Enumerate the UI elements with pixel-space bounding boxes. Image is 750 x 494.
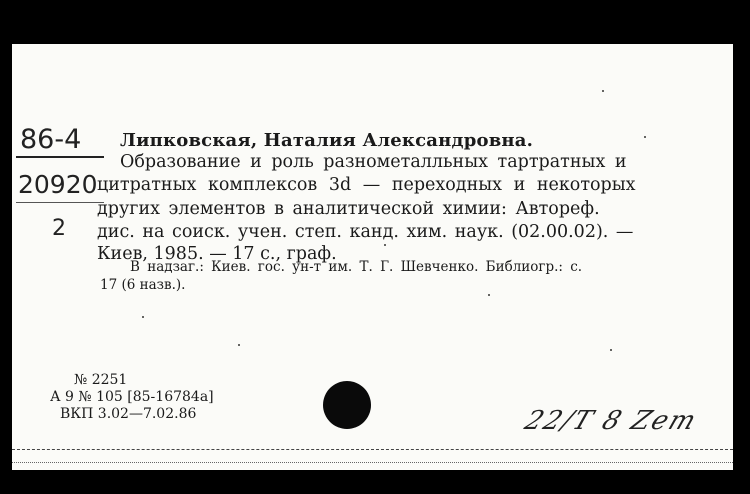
author-heading: Липковская, Наталия Александровна. <box>120 130 534 151</box>
catalog-card <box>12 44 733 470</box>
handwritten-underline <box>16 156 104 158</box>
note-line-1: В надзаг.: Киев. гос. ун-т им. Т. Г. Шевченко. Библиогр.: с. <box>130 259 583 275</box>
note-line-2: 17 (6 назв.). <box>100 277 186 293</box>
handwritten-signature: 22/Т 8 Zeт <box>520 406 702 436</box>
title-line-5: Киев, 1985. — 17 с., граф. <box>97 244 337 264</box>
speck <box>610 349 612 351</box>
title-line-1: Образование и роль разнометалльных тартратных и <box>120 152 627 172</box>
speck <box>602 90 604 92</box>
handwritten-code-bottom: 20920 <box>18 170 98 199</box>
speck <box>384 244 386 246</box>
title-line-2: цитратных комплексов 3d — переходных и некоторых <box>97 175 636 195</box>
speck <box>644 136 646 138</box>
speck <box>488 294 490 296</box>
shelf-mark: А 9 № 105 [85-16784а] <box>50 389 214 405</box>
title-line-3: других элементов в аналитической химии: Автореф. <box>97 199 600 219</box>
speck <box>142 316 144 318</box>
title-line-4: дис. на соиск. учен. степ. канд. хим. наук. (02.00.02). — <box>97 222 634 242</box>
punch-hole <box>323 381 371 429</box>
handwritten-underline-dotted <box>16 202 104 203</box>
accession-number: № 2251 <box>74 372 128 388</box>
handwritten-mark: 2 <box>52 216 66 241</box>
bkp-number: ВКП 3.02—7.02.86 <box>60 406 197 422</box>
handwritten-code-top: 86-4 <box>20 124 82 155</box>
bottom-rule-dotted <box>12 462 733 463</box>
speck <box>238 344 240 346</box>
bottom-rule <box>12 449 733 450</box>
